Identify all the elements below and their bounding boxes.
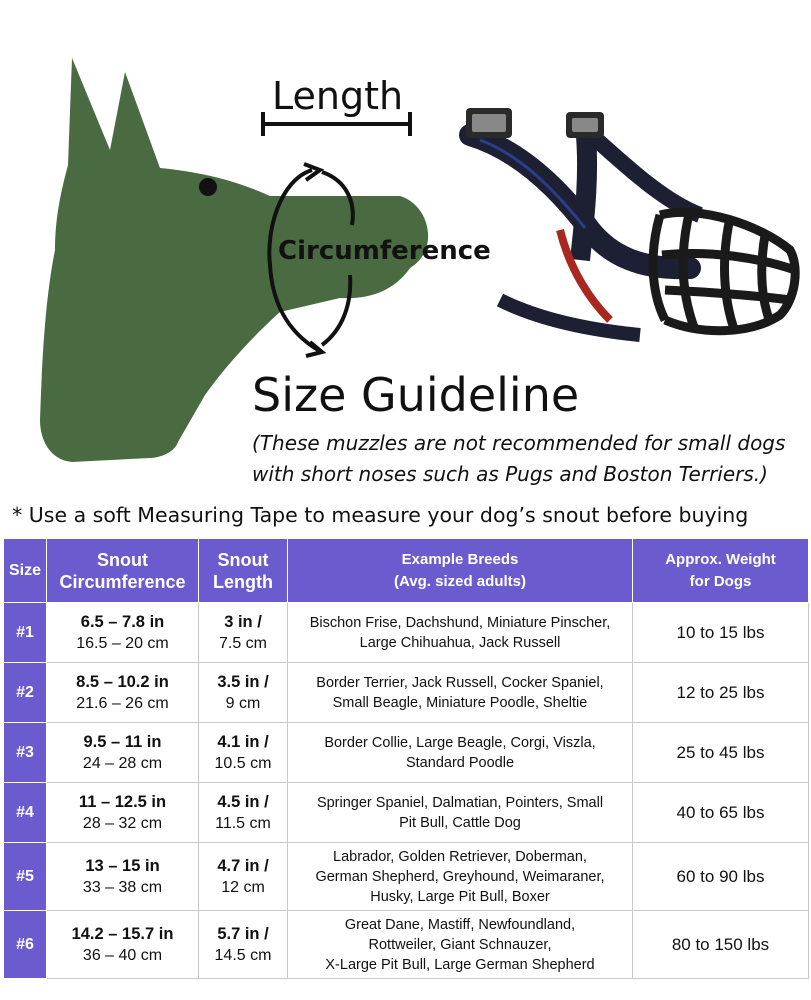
header-length bbox=[199, 539, 288, 603]
length-inches: 4.1 in / bbox=[217, 732, 269, 751]
breeds-cell bbox=[288, 723, 633, 783]
circumference-inches: 14.2 – 15.7 in bbox=[71, 924, 174, 943]
header-text: Circumference bbox=[59, 571, 186, 592]
size-number: #6 bbox=[4, 911, 47, 979]
length-inches: 3.5 in / bbox=[217, 672, 269, 691]
length-cm: 7.5 cm bbox=[218, 634, 267, 652]
breeds-line: Great Dane, Mastiff, Newfoundland, bbox=[344, 916, 576, 933]
breeds-line: Bischon Frise, Dachshund, Miniature Pinscher, bbox=[309, 614, 611, 631]
table-row bbox=[4, 603, 809, 663]
circumference-inches: 11 – 12.5 in bbox=[78, 792, 167, 811]
circumference-cm: 24 – 28 cm bbox=[82, 754, 163, 772]
circumference-cell bbox=[47, 723, 199, 783]
breeds-line: Border Collie, Large Beagle, Corgi, Viszla, bbox=[324, 734, 596, 751]
header-size: Size bbox=[4, 539, 47, 603]
breeds-line: Labrador, Golden Retriever, Doberman, bbox=[333, 848, 587, 865]
circumference-cm: 21.6 – 26 cm bbox=[76, 694, 169, 712]
circumference-cm: 36 – 40 cm bbox=[82, 946, 163, 964]
header-weight bbox=[633, 539, 809, 603]
header-text: (Avg. sized adults) bbox=[394, 572, 526, 590]
breeds-line: Standard Poodle bbox=[405, 754, 515, 771]
breeds-line: German Shepherd, Greyhound, Weimaraner, bbox=[315, 868, 605, 885]
circumference-cm: 33 – 38 cm bbox=[82, 878, 163, 896]
weight-cell: 40 to 65 lbs bbox=[633, 783, 809, 843]
table-header-row bbox=[4, 539, 809, 603]
guideline-note-line: (These muzzles are not recommended for small dogs bbox=[252, 431, 786, 455]
header-text: Snout bbox=[97, 549, 148, 570]
circumference-cm: 16.5 – 20 cm bbox=[76, 634, 169, 652]
length-cell bbox=[199, 663, 288, 723]
size-number: #4 bbox=[4, 783, 47, 843]
guideline-note-line: with short noses such as Pugs and Boston Terriers.) bbox=[252, 462, 768, 486]
table-row bbox=[4, 663, 809, 723]
length-cell bbox=[199, 843, 288, 911]
breeds-cell bbox=[288, 783, 633, 843]
size-number: #2 bbox=[4, 663, 47, 723]
muzzle-product-image bbox=[466, 108, 795, 335]
header-breeds bbox=[288, 539, 633, 603]
size-number: #5 bbox=[4, 843, 47, 911]
weight-cell: 10 to 15 lbs bbox=[633, 603, 809, 663]
circumference-cell bbox=[47, 783, 199, 843]
length-label: Length bbox=[272, 74, 404, 118]
circumference-cell bbox=[47, 603, 199, 663]
breeds-line: Husky, Large Pit Bull, Boxer bbox=[370, 888, 550, 905]
header-text: Snout bbox=[217, 549, 269, 570]
circumference-inches: 8.5 – 10.2 in bbox=[76, 672, 169, 691]
header-text: Approx. Weight bbox=[665, 550, 776, 568]
length-cm: 9 cm bbox=[225, 694, 261, 712]
breeds-cell bbox=[288, 603, 633, 663]
length-inches: 4.5 in / bbox=[217, 792, 269, 811]
dog-eye bbox=[199, 178, 217, 196]
length-cell bbox=[199, 723, 288, 783]
weight-cell: 12 to 25 lbs bbox=[633, 663, 809, 723]
length-cm: 12 cm bbox=[221, 878, 265, 896]
circumference-cm: 28 – 32 cm bbox=[82, 814, 163, 832]
length-cm: 10.5 cm bbox=[214, 754, 272, 772]
weight-cell: 60 to 90 lbs bbox=[633, 843, 809, 911]
breeds-cell bbox=[288, 843, 633, 911]
guideline-note bbox=[252, 428, 811, 490]
size-table bbox=[3, 538, 809, 979]
breeds-line: Springer Spaniel, Dalmatian, Pointers, Small bbox=[316, 794, 604, 811]
table-row bbox=[4, 783, 809, 843]
length-cell bbox=[199, 911, 288, 979]
circumference-cell bbox=[47, 663, 199, 723]
weight-cell: 80 to 150 lbs bbox=[633, 911, 809, 979]
size-number: #3 bbox=[4, 723, 47, 783]
breeds-line: Small Beagle, Miniature Poodle, Sheltie bbox=[332, 694, 588, 711]
circumference-label: Circumference bbox=[278, 236, 491, 266]
header-text: for Dogs bbox=[689, 572, 752, 590]
breeds-cell bbox=[288, 911, 633, 979]
breeds-line: Border Terrier, Jack Russell, Cocker Spaniel, bbox=[316, 674, 604, 691]
breeds-line: Large Chihuahua, Jack Russell bbox=[359, 634, 561, 651]
circumference-cell bbox=[47, 843, 199, 911]
length-cell bbox=[199, 603, 288, 663]
length-cm: 14.5 cm bbox=[214, 946, 272, 964]
length-cm: 11.5 cm bbox=[215, 814, 271, 832]
weight-cell: 25 to 45 lbs bbox=[633, 723, 809, 783]
table-row bbox=[4, 843, 809, 911]
table-row bbox=[4, 723, 809, 783]
length-inches: 5.7 in / bbox=[217, 924, 269, 943]
header-text: Length bbox=[213, 571, 273, 592]
circumference-inches: 9.5 – 11 in bbox=[83, 732, 162, 751]
circumference-cell bbox=[47, 911, 199, 979]
breeds-line: X-Large Pit Bull, Large German Shepherd bbox=[325, 956, 595, 973]
guideline-title: Size Guideline bbox=[252, 368, 580, 422]
length-inches: 3 in / bbox=[224, 612, 262, 631]
breeds-cell bbox=[288, 663, 633, 723]
length-inches: 4.7 in / bbox=[217, 856, 269, 875]
measuring-tape-note: * Use a soft Measuring Tape to measure your dog’s snout before buying bbox=[12, 503, 749, 527]
circumference-inches: 13 – 15 in bbox=[85, 856, 160, 875]
size-number: #1 bbox=[4, 603, 47, 663]
header-circumference bbox=[47, 539, 199, 603]
breeds-line: Pit Bull, Cattle Dog bbox=[399, 814, 521, 831]
breeds-line: Rottweiler, Giant Schnauzer, bbox=[368, 936, 552, 953]
circumference-inches: 6.5 – 7.8 in bbox=[80, 612, 165, 631]
header-text: Example Breeds bbox=[401, 550, 519, 568]
length-cell bbox=[199, 783, 288, 843]
table-row bbox=[4, 911, 809, 979]
